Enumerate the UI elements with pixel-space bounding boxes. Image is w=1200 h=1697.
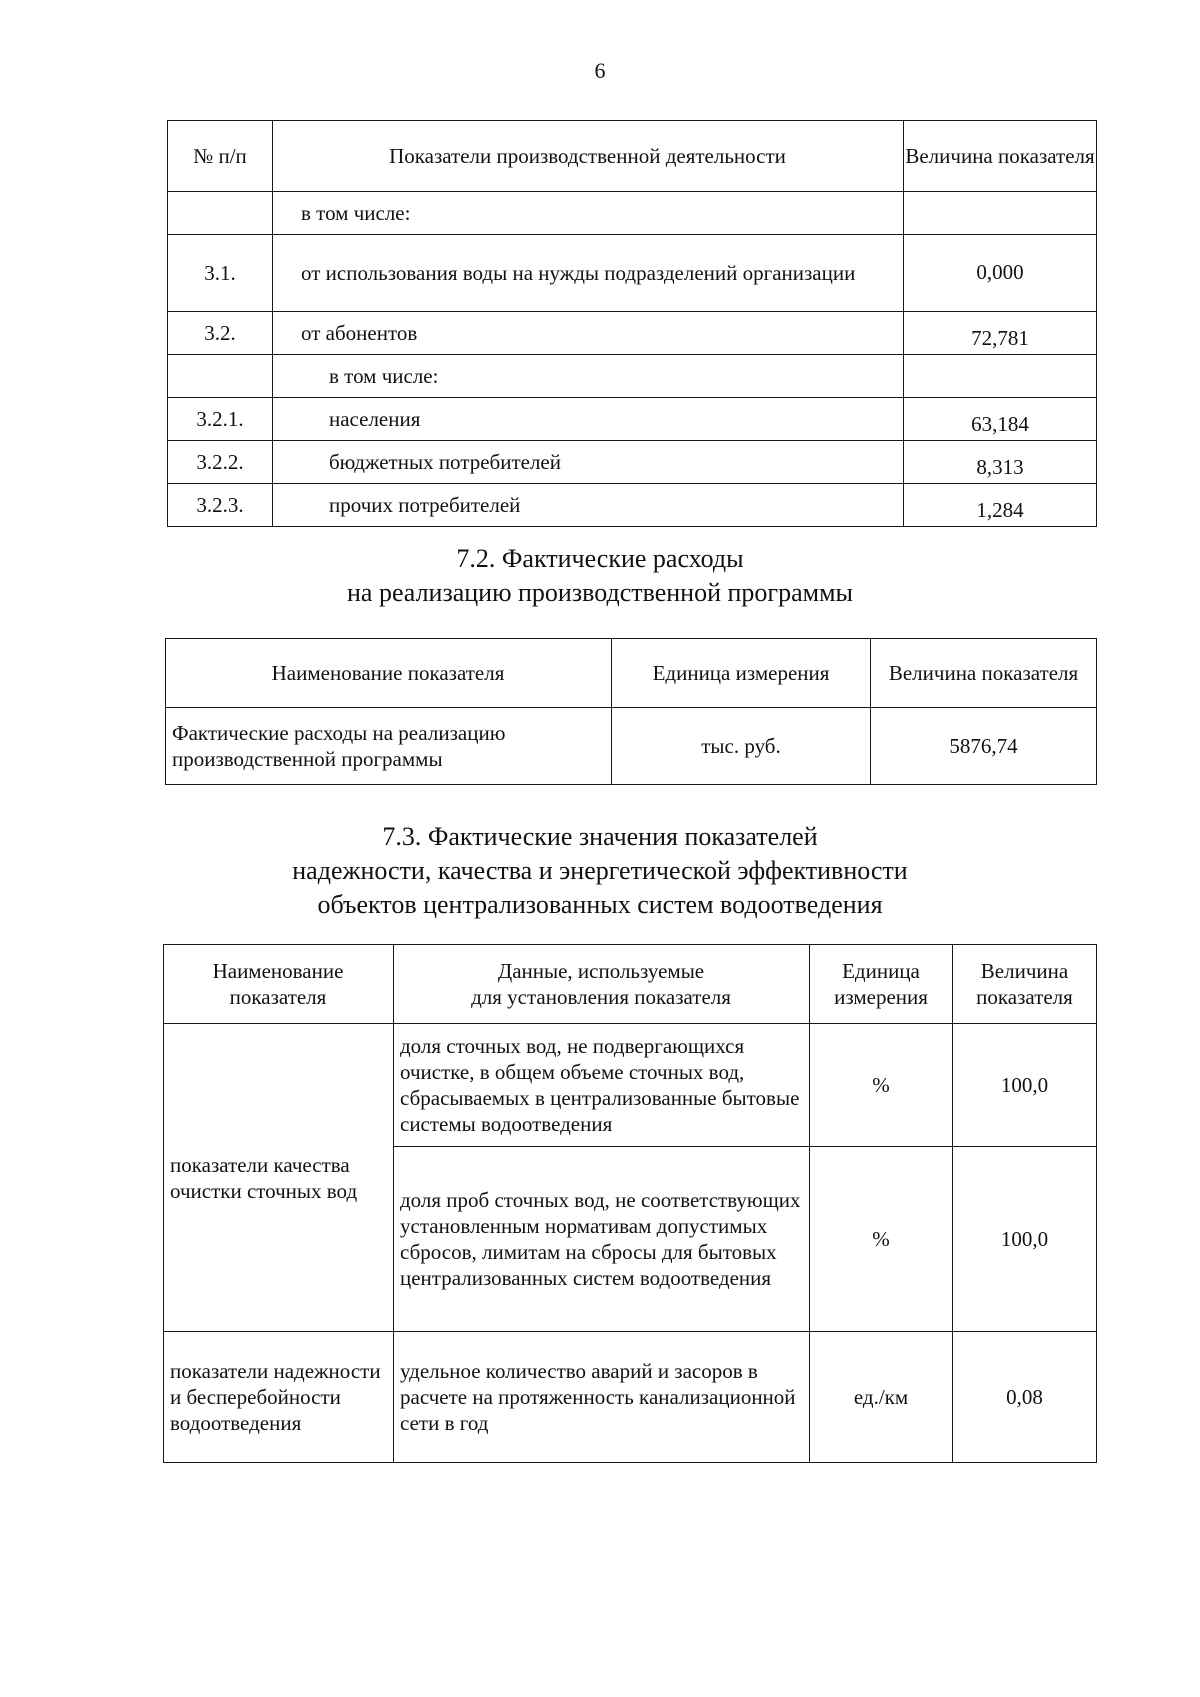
row-value [904, 192, 1097, 235]
header-line: для установления показателя [471, 985, 731, 1009]
column-header-name: Наименование показателя [166, 639, 612, 708]
column-header-data [394, 945, 810, 1024]
row-number: 3.2.2. [168, 441, 273, 484]
row-value: 0,08 [953, 1332, 1097, 1463]
section-title-line: 7.3. Фактические значения показателей [382, 822, 818, 851]
header-line: показателя [976, 985, 1073, 1009]
row-number [168, 192, 273, 235]
row-data: доля проб сточных вод, не соответствующих установленным нормативам допустимых сбросов, лимитам на сбросы для бытовых централизованных систем водоотведения [394, 1147, 810, 1332]
column-header-value: Величина показателя [871, 639, 1097, 708]
section-title-line: 7.2. Фактические расходы [456, 544, 744, 573]
row-value: 5876,74 [871, 708, 1097, 785]
row-indicator: от использования воды на нужды подразделений организации [273, 235, 904, 312]
row-indicator: прочих потребителей [273, 484, 904, 527]
actual-expenses-table [165, 638, 1097, 785]
row-value [904, 355, 1097, 398]
row-group-name: показатели качества очистки сточных вод [164, 1024, 394, 1332]
row-data: доля сточных вод, не подвергающихся очистке, в общем объеме сточных вод, сбрасываемых в централизованные бытовые системы водоотведения [394, 1024, 810, 1147]
column-header-number: № п/п [168, 121, 273, 192]
section-title-line: надежности, качества и энергетической эффективности [292, 856, 908, 885]
row-data: удельное количество аварий и засоров в расчете на протяженность канализационной сети в год [394, 1332, 810, 1463]
column-header-value [953, 945, 1097, 1024]
section-7-2-heading [0, 542, 1200, 610]
row-indicator: в том числе: [273, 192, 904, 235]
row-value: 63,184 [904, 398, 1097, 441]
row-value: 0,000 [904, 235, 1097, 312]
table-row [168, 398, 1097, 441]
row-value: 100,0 [953, 1147, 1097, 1332]
table-row [164, 1332, 1097, 1463]
table-row [168, 355, 1097, 398]
row-unit: тыс. руб. [612, 708, 871, 785]
row-number: 3.2. [168, 312, 273, 355]
row-number: 3.2.3. [168, 484, 273, 527]
row-number [168, 355, 273, 398]
column-header-unit [810, 945, 953, 1024]
table-header-row [166, 639, 1097, 708]
row-group-name: показатели надежности и бесперебойности водоотведения [164, 1332, 394, 1463]
row-number: 3.1. [168, 235, 273, 312]
table-row [168, 312, 1097, 355]
header-line: показателя [229, 985, 327, 1009]
table-row [164, 1024, 1097, 1147]
table-header-row [168, 121, 1097, 192]
header-line: Единица [842, 959, 920, 983]
section-7-3-heading [0, 820, 1200, 922]
table-row [168, 235, 1097, 312]
table-row [168, 484, 1097, 527]
column-header-name [164, 945, 394, 1024]
header-line: измерения [834, 985, 928, 1009]
row-indicator: в том числе: [273, 355, 904, 398]
row-indicator: населения [273, 398, 904, 441]
page-number: 6 [594, 58, 606, 83]
row-value: 100,0 [953, 1024, 1097, 1147]
table-row [168, 441, 1097, 484]
row-indicator: от абонентов [273, 312, 904, 355]
section-title-line: объектов централизованных систем водоотведения [317, 890, 883, 919]
header-line: Данные, используемые [497, 959, 705, 983]
reliability-quality-table [163, 944, 1097, 1463]
table-row [168, 192, 1097, 235]
table-row [166, 708, 1097, 785]
row-unit: % [810, 1147, 953, 1332]
column-header-unit: Единица измерения [612, 639, 871, 708]
row-value: 8,313 [904, 441, 1097, 484]
row-unit: ед./км [810, 1332, 953, 1463]
table-header-row [164, 945, 1097, 1024]
section-title-line: на реализацию производственной программы [346, 578, 853, 607]
production-indicators-table [167, 120, 1097, 527]
row-unit: % [810, 1024, 953, 1147]
header-line: Наименование [212, 959, 344, 983]
row-indicator: бюджетных потребителей [273, 441, 904, 484]
column-header-indicator: Показатели производственной деятельности [273, 121, 904, 192]
row-value: 72,781 [904, 312, 1097, 355]
row-name: Фактические расходы на реализацию производственной программы [166, 708, 612, 785]
row-value: 1,284 [904, 484, 1097, 527]
header-line: Величина [980, 959, 1069, 983]
column-header-value: Величина показателя [904, 121, 1097, 192]
row-number: 3.2.1. [168, 398, 273, 441]
